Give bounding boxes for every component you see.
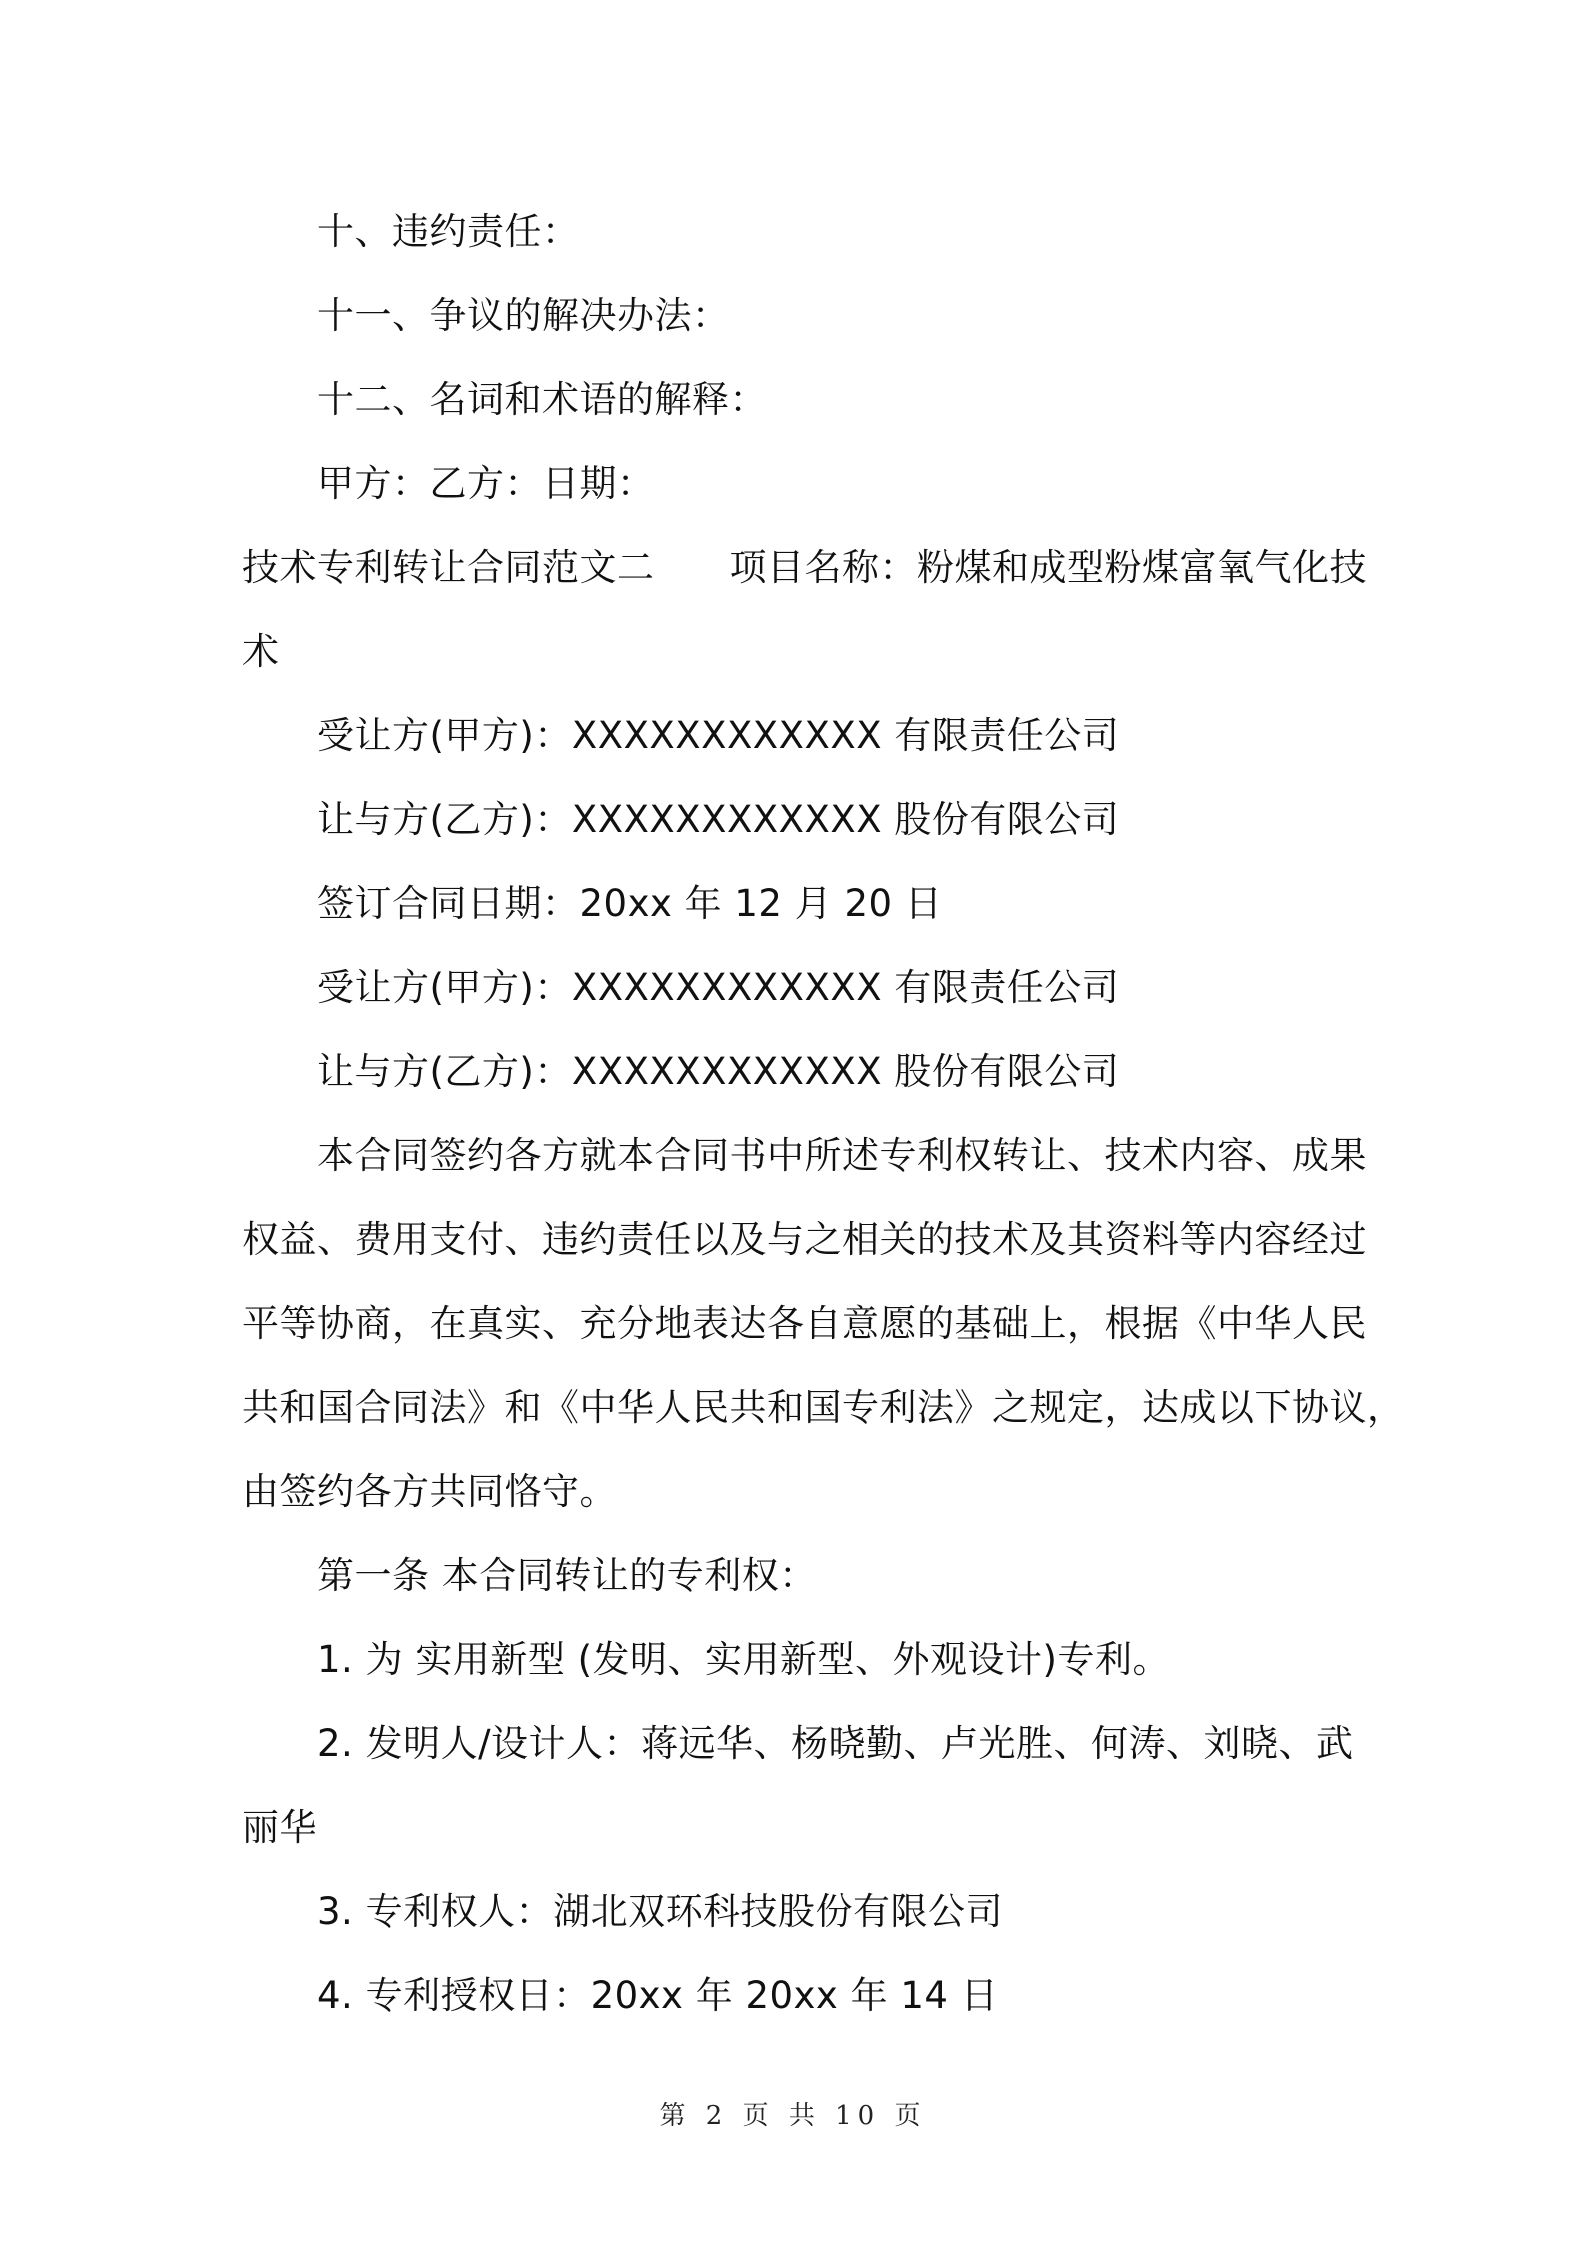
list-item: 2. 发明人/设计人：蒋远华、杨晓勤、卢光胜、何涛、刘晓、武 bbox=[317, 1722, 1354, 1765]
page-number: 第 2 页 共 10 页 bbox=[659, 2101, 927, 2131]
paragraph-line: 术 bbox=[242, 630, 280, 673]
paragraph-line: 权益、费用支付、违约责任以及与之相关的技术及其资料等内容经过 bbox=[242, 1218, 1367, 1261]
signature-line: 甲方：乙方：日期： bbox=[317, 462, 655, 505]
paragraph-line: 本合同签约各方就本合同书中所述专利权转让、技术内容、成果 bbox=[317, 1134, 1367, 1177]
title-row bbox=[242, 526, 1367, 610]
list-item: 1. 为 实用新型 (发明、实用新型、外观设计)专利。 bbox=[317, 1638, 1170, 1681]
paragraph-line: 平等协商，在真实、充分地表达各自意愿的基础上，根据《中华人民 bbox=[242, 1302, 1367, 1345]
date-line: 签订合同日期：20xx 年 12 月 20 日 bbox=[317, 882, 943, 925]
party-line: 让与方(乙方)：XXXXXXXXXXXX 股份有限公司 bbox=[317, 1050, 1120, 1093]
party-line: 受让方(甲方)：XXXXXXXXXXXX 有限责任公司 bbox=[317, 714, 1120, 757]
party-line: 受让方(甲方)：XXXXXXXXXXXX 有限责任公司 bbox=[317, 966, 1120, 1009]
article-heading: 第一条 本合同转让的专利权： bbox=[317, 1554, 817, 1597]
clause-heading: 十一、争议的解决办法： bbox=[317, 294, 730, 337]
clause-heading: 十、违约责任： bbox=[317, 210, 580, 253]
contract-title: 技术专利转让合同范文二 bbox=[242, 546, 655, 589]
document-body bbox=[242, 190, 1405, 2038]
paragraph-line: 丽华 bbox=[242, 1806, 317, 1849]
party-line: 让与方(乙方)：XXXXXXXXXXXX 股份有限公司 bbox=[317, 798, 1120, 841]
paragraph-line: 共和国合同法》和《中华人民共和国专利法》之规定，达成以下协议， bbox=[242, 1386, 1405, 1429]
paragraph-line: 由签约各方共同恪守。 bbox=[242, 1470, 617, 1513]
list-item: 4. 专利授权日：20xx 年 20xx 年 14 日 bbox=[317, 1974, 999, 2017]
project-name: 项目名称：粉煤和成型粉煤富氧气化技 bbox=[729, 546, 1367, 589]
list-item: 3. 专利权人：湖北双环科技股份有限公司 bbox=[317, 1890, 1004, 1933]
clause-heading: 十二、名词和术语的解释： bbox=[317, 378, 767, 421]
